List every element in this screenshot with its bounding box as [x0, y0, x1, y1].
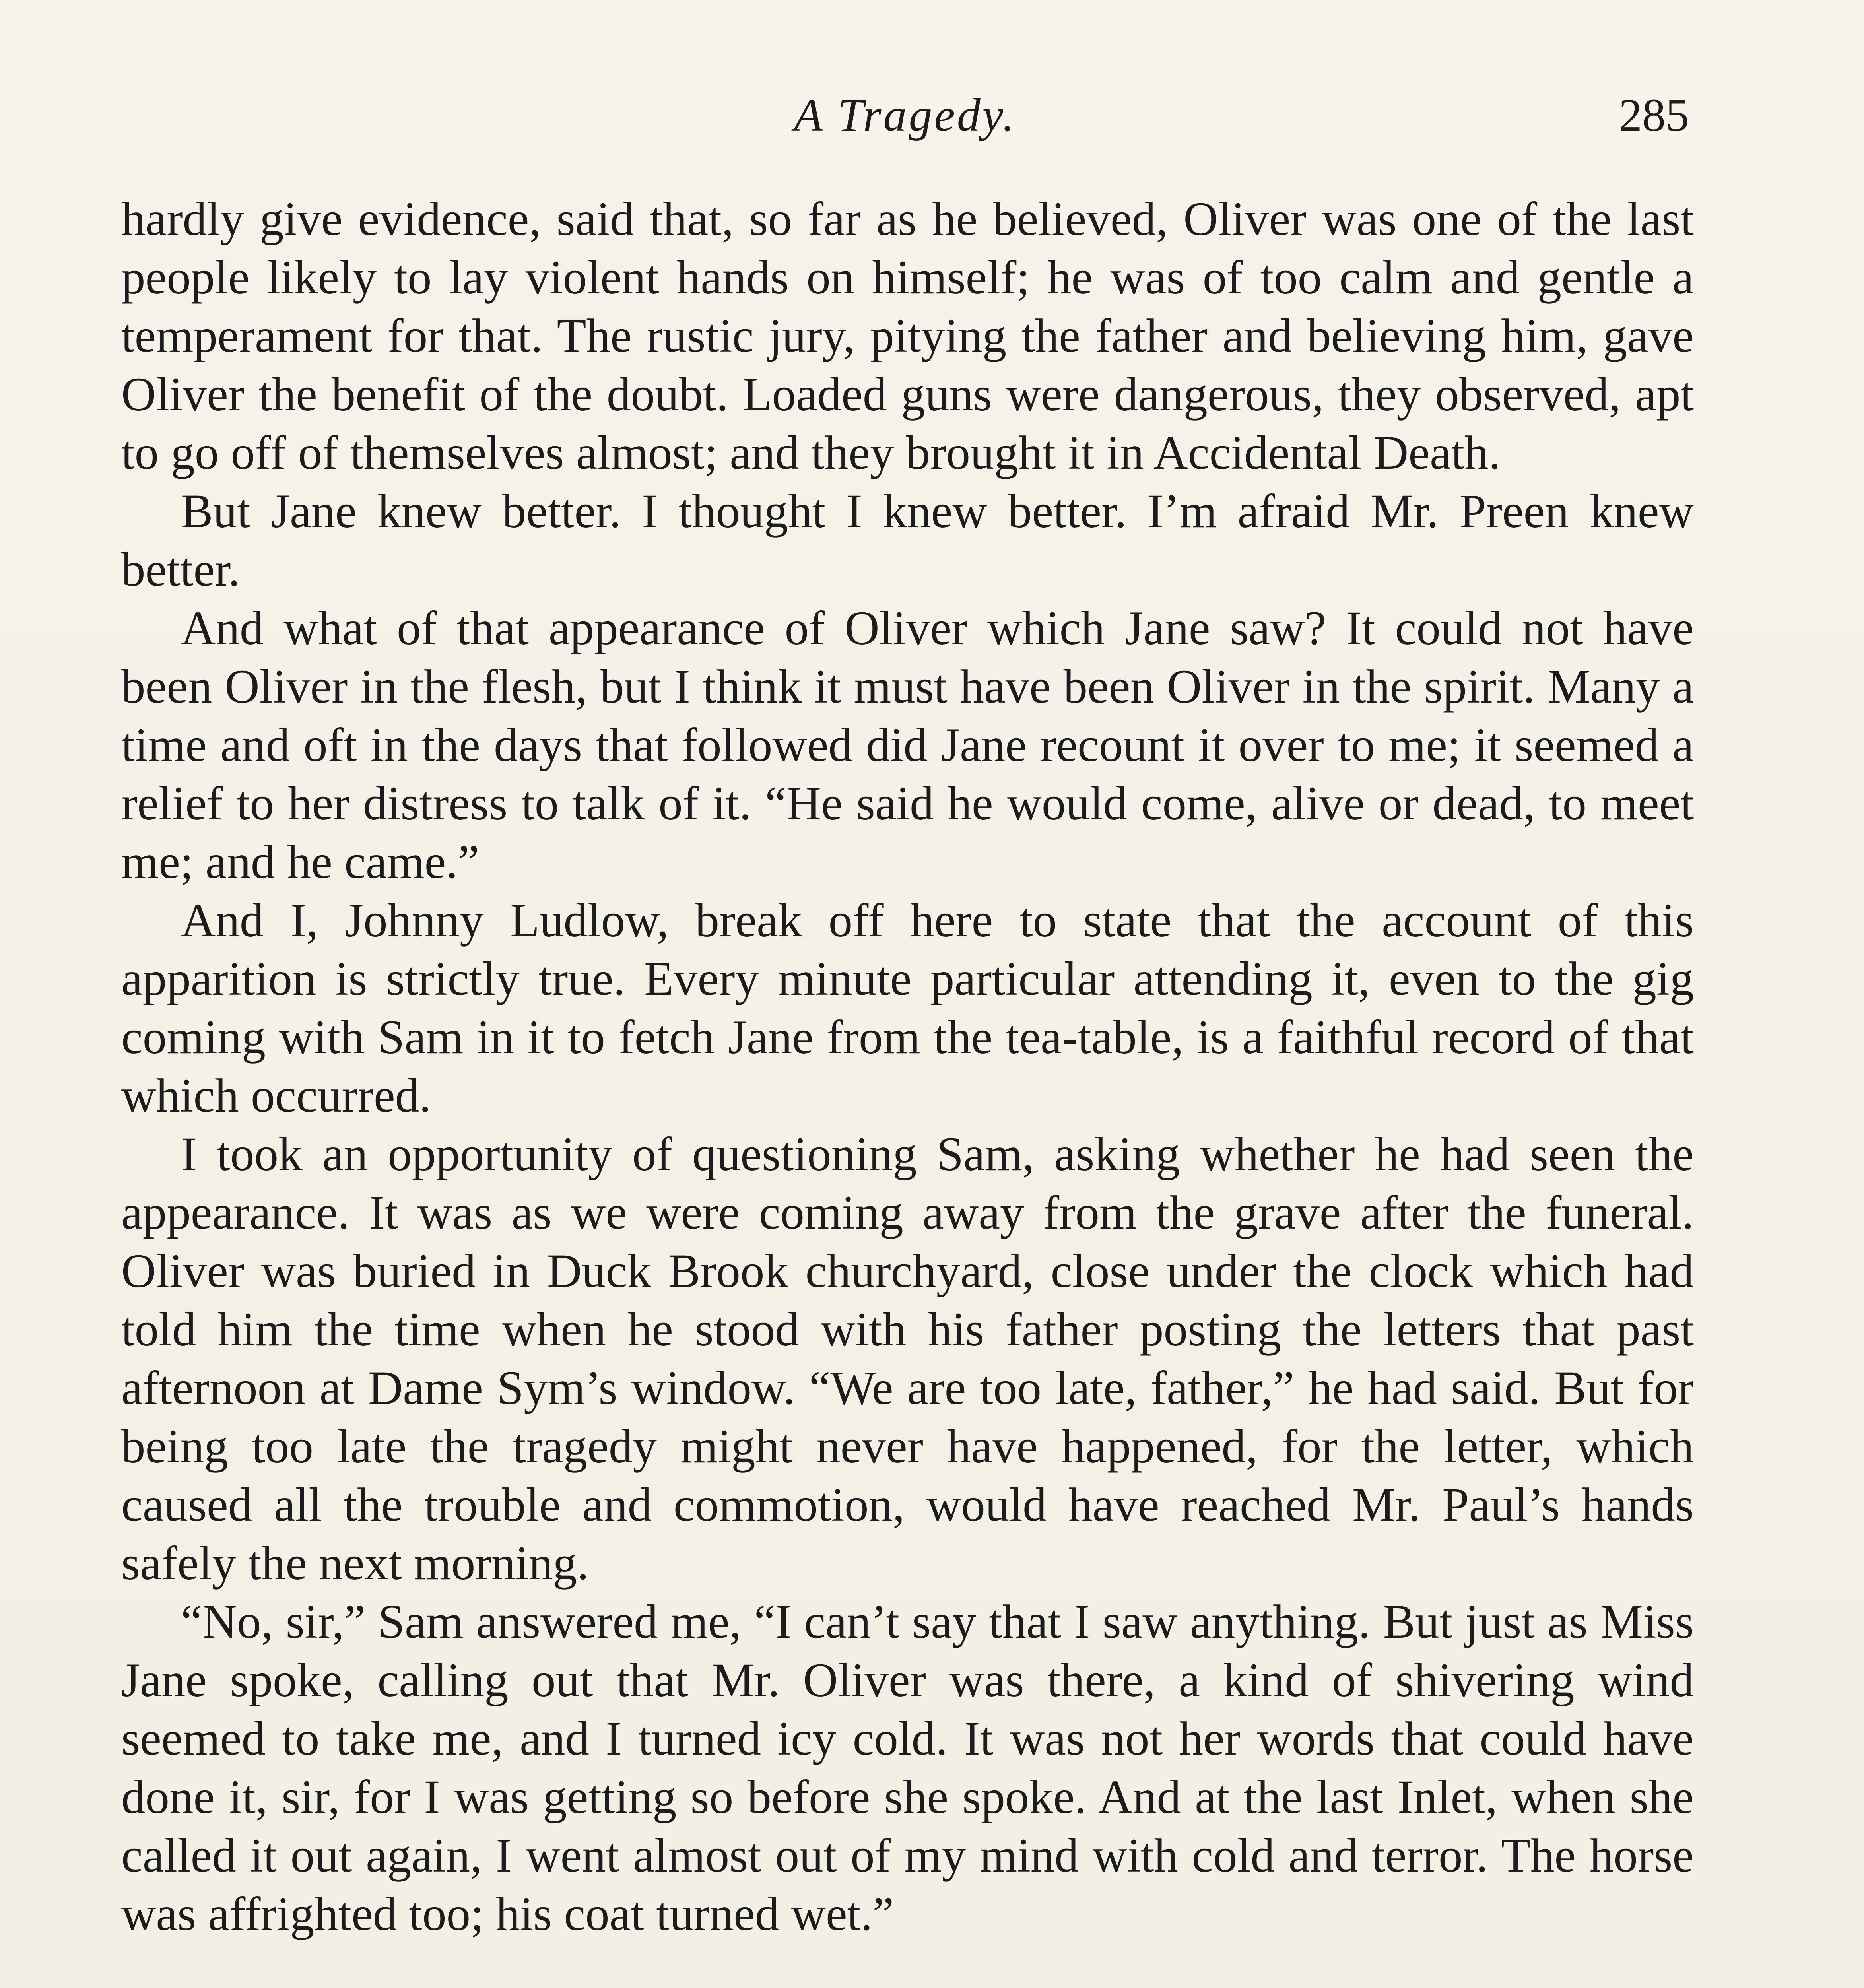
- body-text: [121, 190, 1694, 1988]
- section-gap: [121, 1943, 1694, 1988]
- paragraph-3: And what of that appearance of Oliver which Jane saw? It could not have been Oliver in the flesh, but I think it must have been Oliver in the spirit. Many a time and oft in the days that followed did Jane recount it over to me; it seemed a relief to her distress to talk of it. “He said he would come, alive or dead, to meet me; and he came.”: [121, 602, 1694, 889]
- paragraph-1: hardly give evidence, said that, so far as he believed, Oliver was one of the last people likely to lay violent hands on himself; he was of too calm and gentle a temperament for that. The rustic jury, pitying the father and believing him, gave Oliver the benefit of the doubt. Loaded guns were dangerous, they observed, apt to go off of themselves almost; and they brought it in Accidental Death.: [121, 192, 1694, 480]
- paragraph-2: But Jane knew better. I thought I knew better. I’m afraid Mr. Preen knew better.: [121, 485, 1694, 596]
- running-title: A Tragedy.: [794, 89, 1017, 141]
- paragraph-4: And I, Johnny Ludlow, break off here to state that the account of this apparition is strictly true. Every minute particular attending it, even to the gig coming with Sam in it to fetch Jane from the tea-table, is a faithful record of that which occurred.: [121, 894, 1694, 1122]
- page-number: 285: [1619, 89, 1689, 141]
- running-header: [121, 76, 1689, 155]
- paragraph-6: “No, sir,” Sam answered me, “I can’t say that I saw anything. But just as Miss Jane spoke, calling out that Mr. Oliver was there, a kind of shivering wind seemed to take me, and I turned icy cold. It was not her words that could have done it, sir, for I was getting so before she spoke. And at the last Inlet, when she called it out again, I went almost out of my mind with cold and terror. The horse was affrighted too; his coat turned wet.”: [121, 1595, 1694, 1941]
- paragraph-5: I took an opportunity of questioning Sam, asking whether he had seen the appearance. It was as we were coming away from the grave after the funeral. Oliver was buried in Duck Brook churchyard, close under the clock which had told him the time when he stood with his father posting the letters that past afternoon at Dame Sym’s window. “We are too late, father,” he had said. But for being too late the tragedy might never have happened, for the letter, which caused all the trouble and commotion, would have reached Mr. Paul’s hands safely the next morning.: [121, 1128, 1694, 1590]
